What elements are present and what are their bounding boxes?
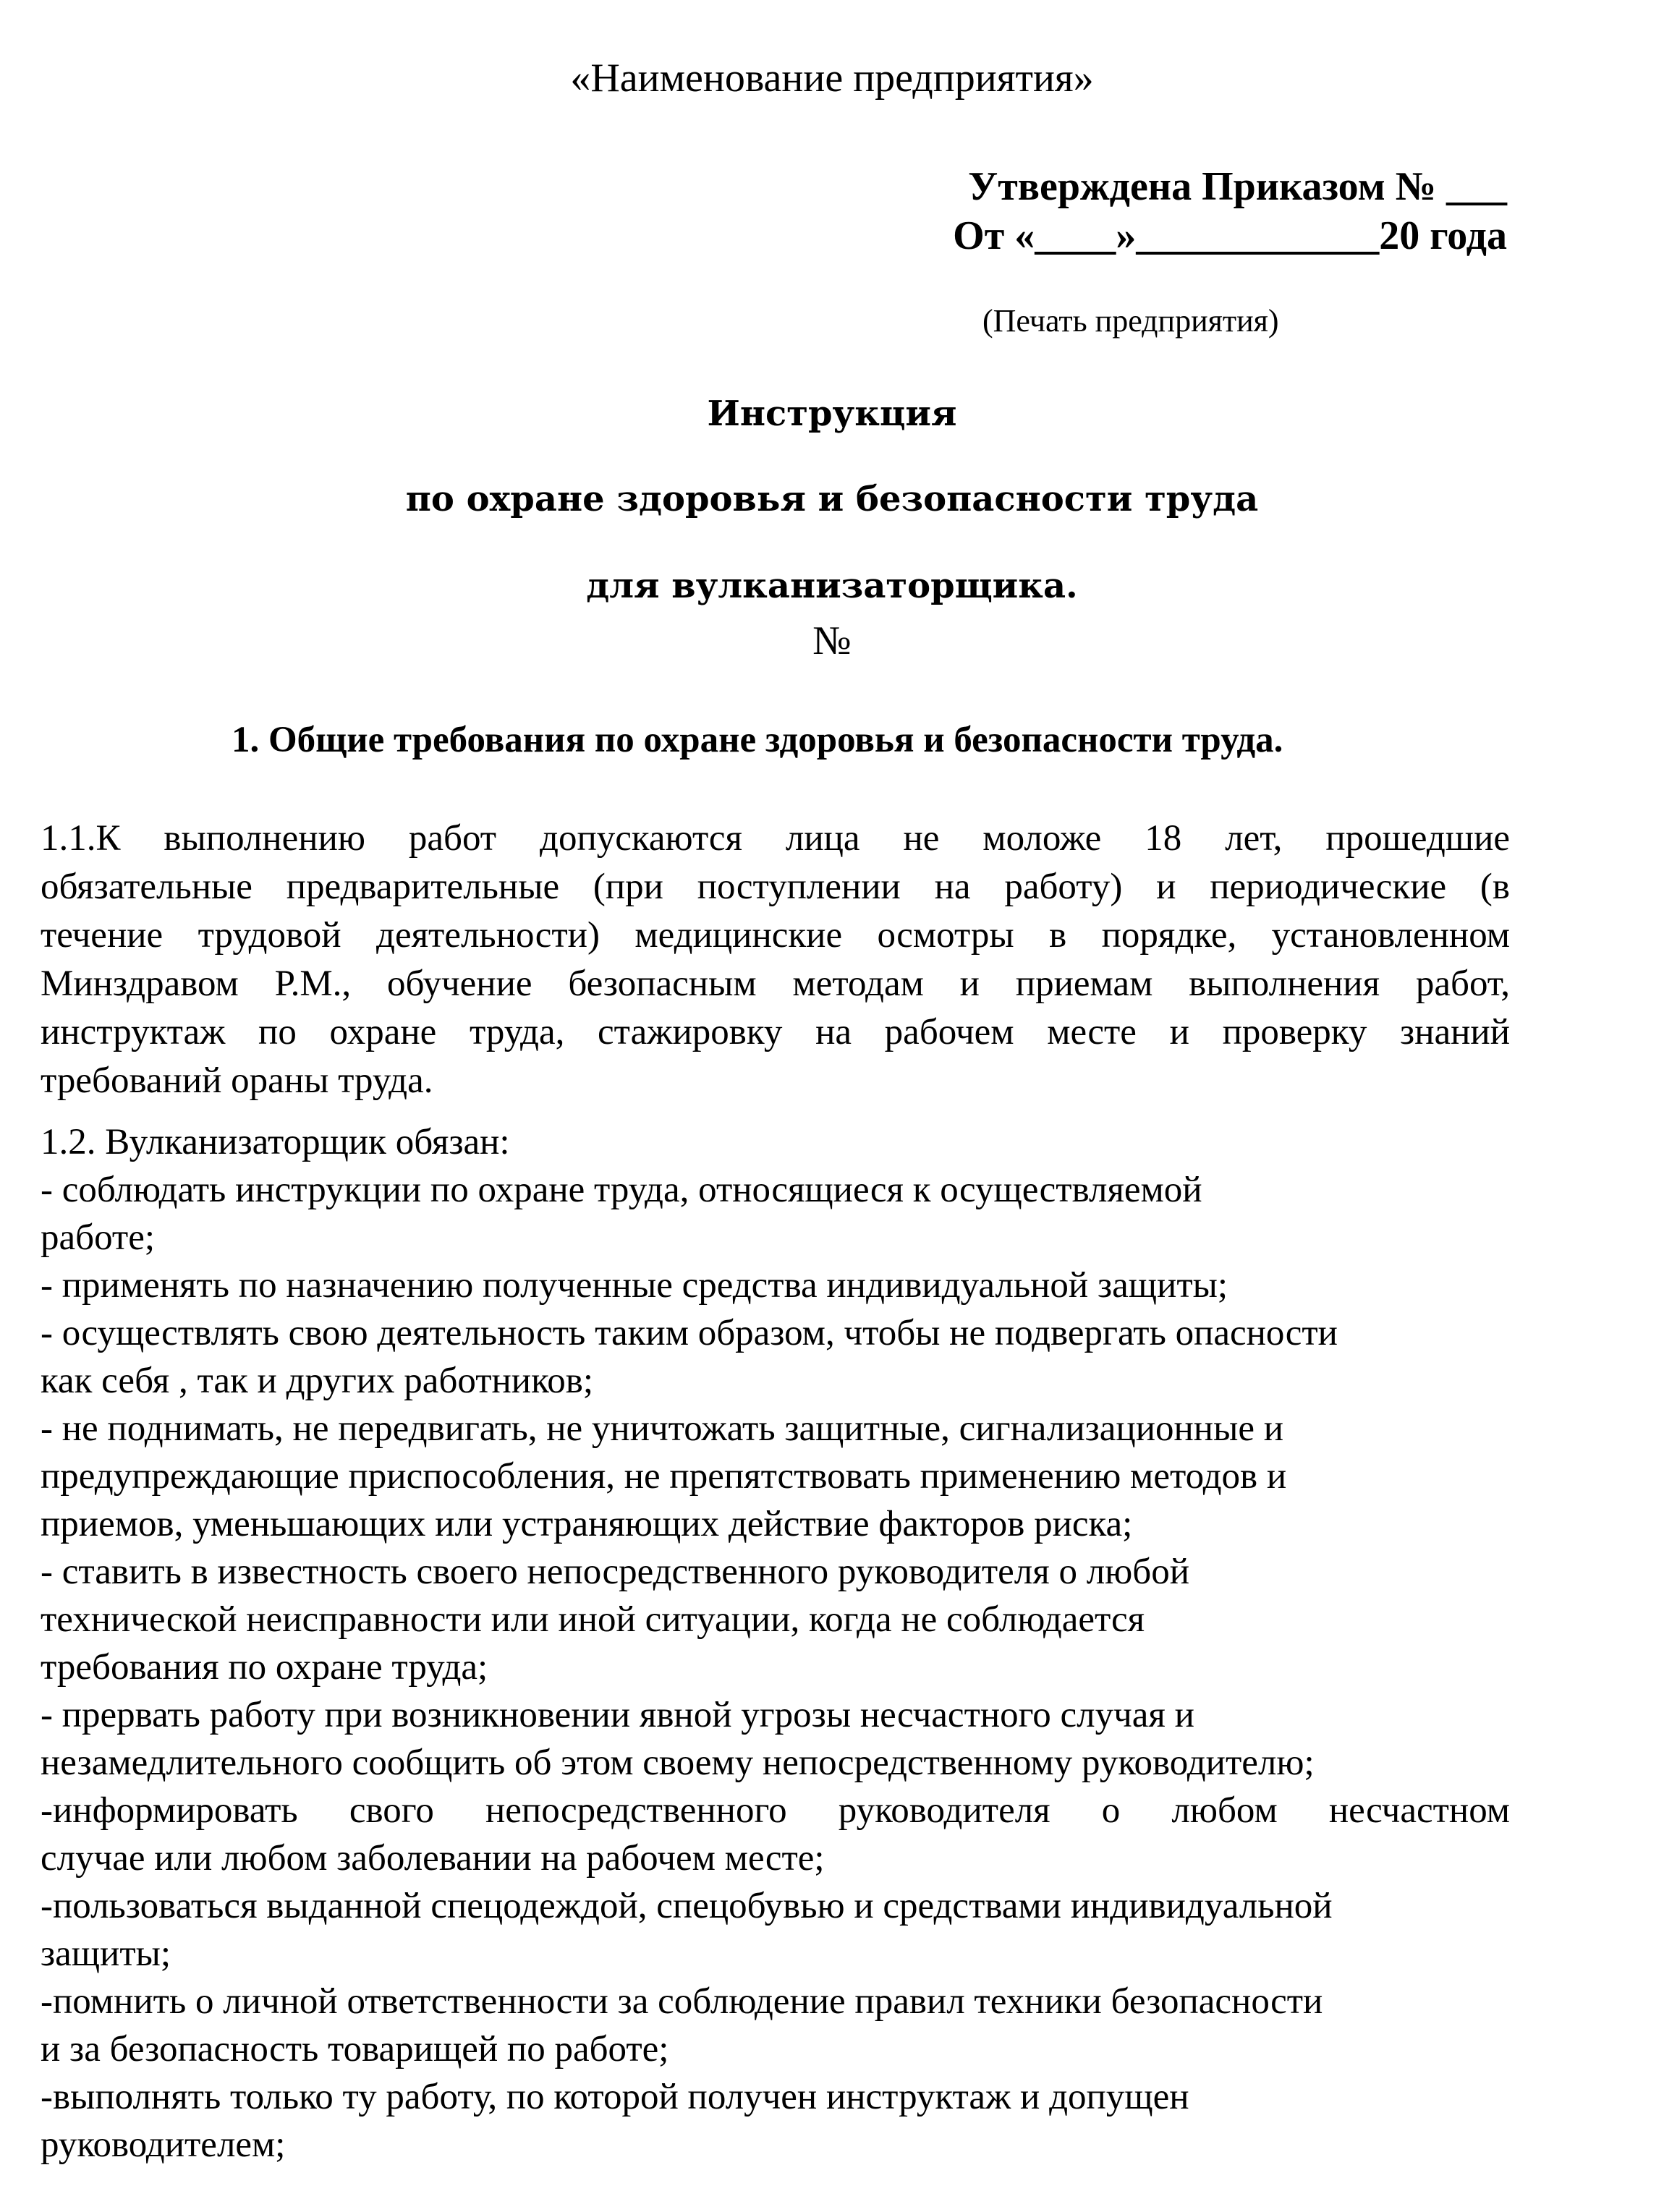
paragraph-line: обязательные предварительные (при поступлении на работу) и периодические (в	[41, 867, 1510, 907]
paragraph-line: требований ораны труда.	[41, 1060, 433, 1101]
paragraph-line: -помнить о личной ответственности за соблюдение правил техники безопасности	[41, 1981, 1323, 2022]
document-title: Инструкция	[707, 394, 957, 434]
paragraph-line: - ставить в известность своего непосредственного руководителя о любой	[41, 1552, 1189, 1592]
paragraph-line: инструктаж по охране труда, стажировку на рабочем месте и проверку знаний	[41, 1012, 1510, 1052]
paragraph-line: требования по охране труда;	[41, 1647, 488, 1688]
paragraph-line: и за безопасность товарищей по работе;	[41, 2029, 669, 2070]
paragraph-line: -информировать свого непосредственного руководителя о любом несчастном	[41, 1790, 1510, 1831]
paragraph-line: 1.1.К выполнению работ допускаются лица не моложе 18 лет, прошедшие	[41, 818, 1510, 859]
document-subtitle: по охране здоровья и безопасности труда	[405, 479, 1259, 519]
paragraph-line: Минздравом Р.М., обучение безопасным методам и приемам выполнения работ,	[41, 964, 1510, 1004]
section-1-heading: 1. Общие требования по охране здоровья и безопасности труда.	[232, 720, 1283, 760]
paragraph-line: защиты;	[41, 1934, 171, 1974]
paragraph-line: - применять по назначению полученные средства индивидуальной защиты;	[41, 1265, 1228, 1306]
approval-date-line: От «____»____________20 года	[953, 213, 1507, 258]
paragraph-line: 1.2. Вулканизаторщик обязан:	[41, 1122, 510, 1162]
paragraph-line: - соблюдать инструкции по охране труда, относящиеся к осуществляемой	[41, 1170, 1202, 1210]
paragraph-line: работе;	[41, 1217, 156, 1258]
paragraph-line: - осуществлять свою деятельность таким образом, чтобы не подвергать опасности	[41, 1313, 1338, 1353]
paragraph-line: - не поднимать, не передвигать, не уничтожать защитные, сигнализационные и	[41, 1408, 1284, 1449]
paragraph-line: незамедлительного сообщить об этом своему непосредственному руководителю;	[41, 1743, 1315, 1783]
seal-placeholder: (Печать предприятия)	[982, 303, 1279, 339]
paragraph-line: случае или любом заболевании на рабочем месте;	[41, 1838, 825, 1879]
paragraph-line: предупреждающие приспособления, не препятствовать применению методов и	[41, 1456, 1287, 1497]
paragraph-line: как себя , так и других работников;	[41, 1361, 594, 1401]
paragraph-line: -пользоваться выданной спецодеждой, спецобувью и средствами индивидуальной	[41, 1886, 1333, 1926]
document-profession: для вулканизаторщика.	[586, 566, 1078, 606]
approval-order-line: Утверждена Приказом № ___	[968, 164, 1507, 209]
paragraph-line: течение трудовой деятельности) медицинские осмотры в порядке, установленном	[41, 915, 1510, 956]
company-name: «Наименование предприятия»	[570, 56, 1094, 101]
paragraph-line: -выполнять только ту работу, по которой получен инструктаж и допущен	[41, 2077, 1189, 2117]
paragraph-line: технической неисправности или иной ситуации, когда не соблюдается	[41, 1599, 1145, 1640]
document-number: №	[812, 618, 852, 663]
paragraph-line: приемов, уменьшающих или устраняющих действие факторов риска;	[41, 1504, 1133, 1544]
paragraph-line: руководителем;	[41, 2124, 286, 2165]
paragraph-line: - прервать работу при возникновении явной угрозы несчастного случая и	[41, 1695, 1194, 1735]
